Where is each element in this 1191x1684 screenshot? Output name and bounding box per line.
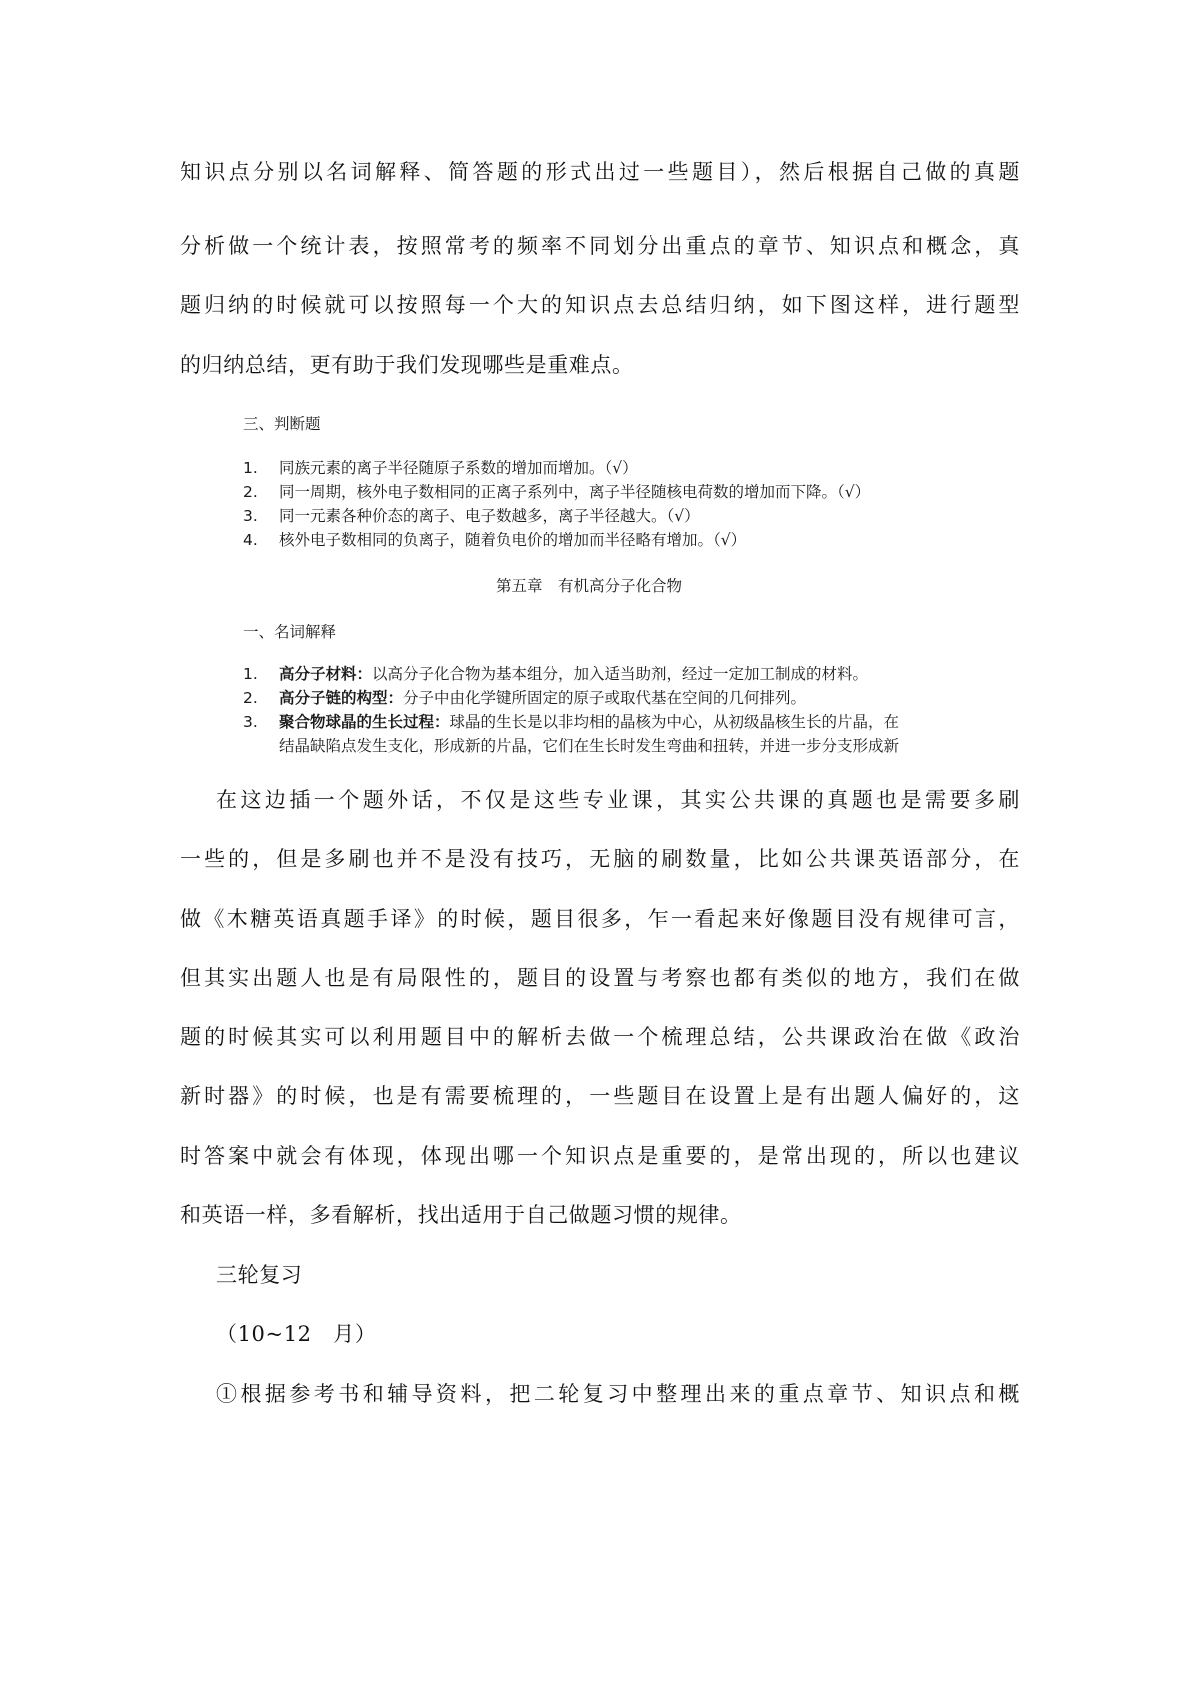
term-definition: 以高分子化合物为基本组分，加入适当助剂，经过一定加工制成的材料。 — [372, 665, 869, 683]
intro-line-2: 分析做一个统计表，按照常考的频率不同划分出重点的章节、知识点和概念，真 — [180, 234, 1020, 258]
item-number: 4. — [243, 531, 258, 549]
term-continuation: 结晶缺陷点发生支化，形成新的片晶，它们在生长时发生弯曲和扭转，并进一步分支形成新 — [279, 737, 900, 755]
intro-line-1: 知识点分别以名词解释、简答题的形式出过一些题目），然后根据自己做的真题 — [180, 160, 1020, 184]
intro-line-3: 题归纳的时候就可以按照每一个大的知识点去总结归纳，如下图这样，进行题型 — [180, 293, 1020, 317]
item-number: 3. — [243, 713, 258, 731]
term-item — [243, 711, 899, 733]
item-text: 同一元素各种价态的离子、电子数越多，离子半径越大。（√） — [279, 507, 700, 525]
judgment-item — [243, 481, 870, 503]
item-number: 3. — [243, 507, 258, 525]
term-item — [243, 663, 868, 685]
item-number: 1. — [243, 665, 258, 683]
term-definition: 分子中由化学键所固定的原子或取代基在空间的几何排列。 — [403, 689, 807, 707]
item-text: 同一周期，核外电子数相同的正离子系列中，离子半径随核电荷数的增加而下降。（√） — [279, 483, 871, 501]
body-line-6: 新时器》的时候，也是有需要梳理的，一些题目在设置上是有出题人偏好的，这 — [180, 1084, 1020, 1108]
item-number: 2. — [243, 689, 258, 707]
body-line-8: 和英语一样，多看解析，找出适用于自己做题习惯的规律。 — [180, 1203, 742, 1227]
body-line-3: 做《木糖英语真题手译》的时候，题目很多，乍一看起来好像题目没有规律可言， — [180, 907, 1020, 931]
body-line-2: 一些的，但是多刷也并不是没有技巧，无脑的刷数量，比如公共课英语部分，在 — [180, 847, 1020, 871]
body-line-7: 时答案中就会有体现，体现出哪一个知识点是重要的，是常出现的，所以也建议 — [180, 1144, 1020, 1168]
body-line-4: 但其实出题人也是有局限性的，题目的设置与考察也都有类似的地方，我们在做 — [180, 966, 1020, 990]
item-number: 1. — [243, 459, 258, 477]
final-line: ①根据参考书和辅导资料，把二轮复习中整理出来的重点章节、知识点和概 — [216, 1382, 1020, 1406]
chapter-title: 第五章 有机高分子化合物 — [496, 577, 683, 595]
section-title-terms: 一、名词解释 — [243, 623, 337, 641]
item-number: 2. — [243, 483, 258, 501]
judgment-item — [243, 457, 638, 479]
judgment-item — [243, 505, 700, 527]
review-heading: 三轮复习 — [216, 1263, 303, 1287]
body-line-1: 在这边插一个题外话，不仅是这些专业课，其实公共课的真题也是需要多刷 — [216, 788, 1020, 812]
section-title-judgment: 三、判断题 — [243, 415, 321, 433]
item-text: 同族元素的离子半径随原子系数的增加而增加。（√） — [279, 459, 638, 477]
item-text: 核外电子数相同的负离子，随着负电价的增加而半径略有增加。（√） — [279, 531, 747, 549]
term-definition: 球晶的生长是以非均相的晶核为中心，从初级晶核生长的片晶，在 — [449, 713, 900, 731]
term-name: 高分子材料： — [279, 665, 373, 683]
term-item — [243, 687, 806, 709]
review-period: （10~12 月） — [216, 1322, 377, 1346]
judgment-item — [243, 529, 746, 551]
body-line-5: 题的时候其实可以利用题目中的解析去做一个梳理总结，公共课政治在做《政治 — [180, 1025, 1020, 1049]
intro-line-4: 的归纳总结，更有助于我们发现哪些是重难点。 — [180, 353, 634, 377]
term-name: 高分子链的构型： — [279, 689, 404, 707]
term-name: 聚合物球晶的生长过程： — [279, 713, 450, 731]
